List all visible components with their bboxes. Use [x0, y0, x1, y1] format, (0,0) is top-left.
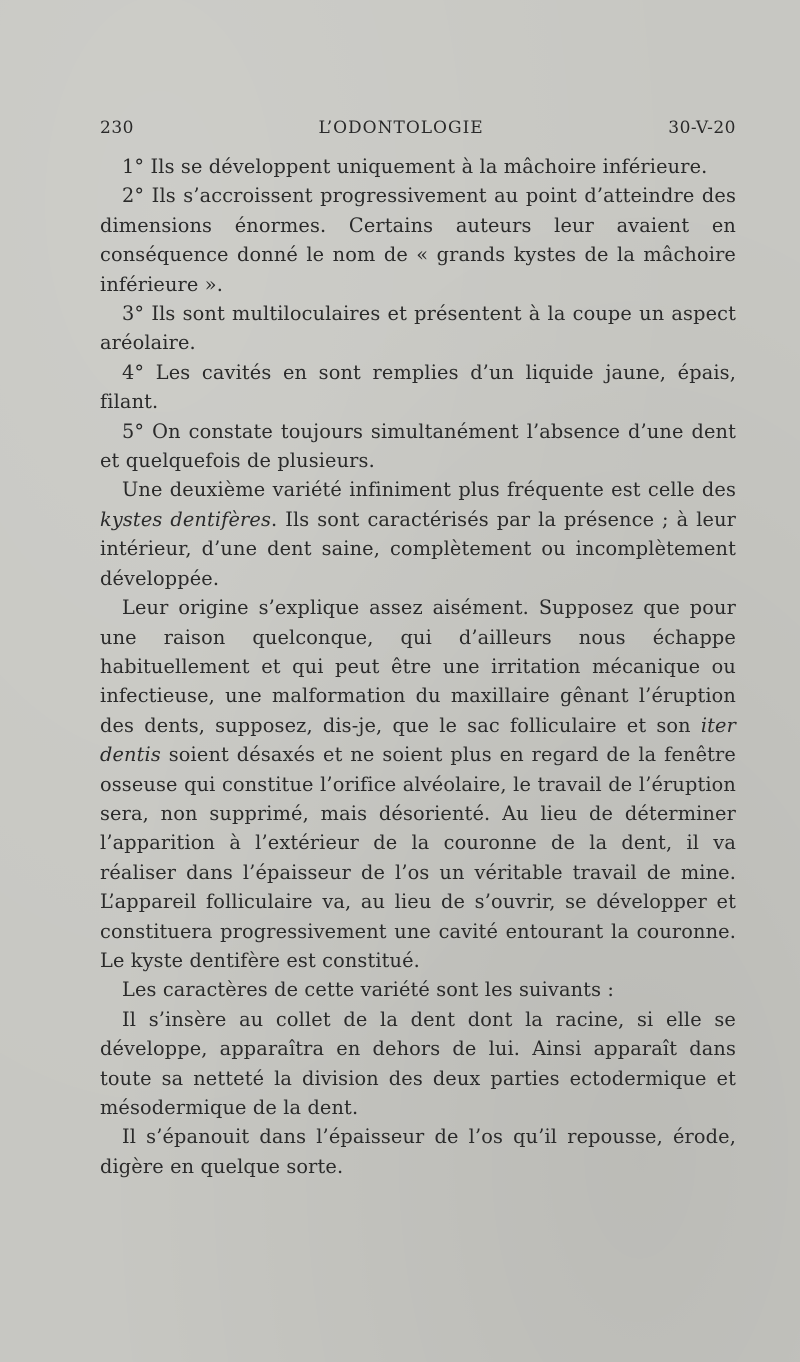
paragraph-1: 1° Ils se développent uniquement à la mâchoire inférieure.	[122, 155, 708, 178]
paragraph-8: Les caractères de cette variété sont les suivants :	[122, 978, 615, 1002]
paragraph-6-start: Une deuxième variété infiniment plus fréquente est celle des	[122, 478, 736, 502]
italic-term-kystes-dentiferes: kystes dentifères	[100, 507, 272, 531]
running-head	[100, 118, 736, 146]
body-text	[100, 152, 736, 1181]
journal-title: L’ODONTOLOGIE	[318, 118, 484, 138]
paragraph-7-start: Leur origine s’explique assez aisément. Supposez que pour une raison quelconque, qui d’ailleurs nous échappe habituellement et qui peut être une irritation mécanique ou infectieuse, une malformation du maxillaire gênant l’éruption des dents, supposez, dis-je, que le sac folliculaire et son	[100, 596, 736, 737]
document-page	[100, 118, 736, 1181]
paragraph-2: 2° Ils s’accroissent progressivement au point d’atteindre des dimensions énormes. Certains auteurs leur avaient en conséquence donné le nom de « grands kystes de la mâchoire inférieure ».	[100, 184, 736, 296]
paragraph-6	[100, 475, 736, 593]
paragraph-7-end: soient désaxés et ne soient plus en regard de la fenêtre osseuse qui constitue l’orifice alvéolaire, le travail de l’éruption sera, non supprimé, mais désorienté. Au lieu de déterminer l’apparition à l’extérieur de la couronne de la dent, il va réaliser dans l’épaisseur de l’os un véritable travail de mine. L’appareil folliculaire va, au lieu de s’ouvrir, se développer et constituera progressivement une cavité entourant la couronne. Le kyste dentifère est constitué.	[100, 743, 736, 972]
italic-term-iter-dentis: iter dentis	[100, 713, 736, 767]
paragraph-9: Il s’insère au collet de la dent dont la racine, si elle se développe, apparaîtra en dehors de lui. Ainsi apparaît dans toute sa netteté la division des deux parties ectodermique et mésodermique de la dent.	[100, 1007, 736, 1119]
paragraph-6-end: . Ils sont caractérisés par la présence ; à leur intérieur, d’une dent saine, complètement ou incomplètement développée.	[100, 507, 737, 590]
paragraph-3: 3° Ils sont multiloculaires et présentent à la coupe un aspect aréolaire.	[100, 302, 736, 355]
paragraph-10: Il s’épanouit dans l’épaisseur de l’os qu’il repousse, érode, digère en quelque sorte.	[100, 1125, 736, 1178]
page-number: 230	[100, 118, 134, 138]
paragraph-5: 5° On constate toujours simultanément l’absence d’une dent et quelquefois de plusieurs.	[100, 419, 736, 473]
paragraph-4: 4° Les cavités en sont remplies d’un liquide jaune, épais, filant.	[100, 360, 736, 414]
paragraph-7	[100, 593, 736, 975]
issue-date: 30-V-20	[668, 118, 736, 138]
